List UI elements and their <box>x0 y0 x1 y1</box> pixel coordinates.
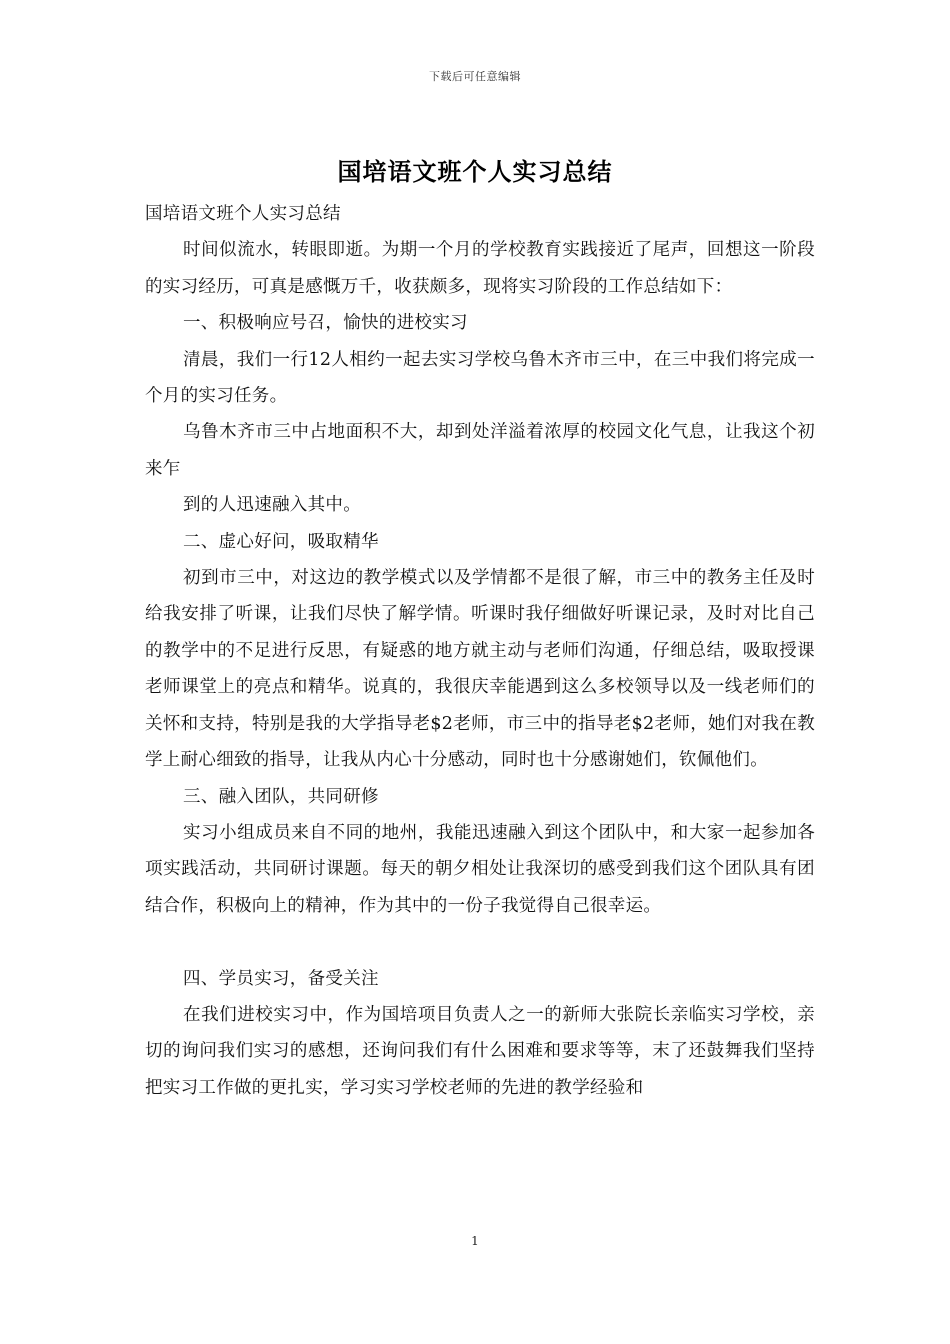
section-heading-3: 三、融入团队，共同研修 <box>183 786 379 807</box>
blank-line <box>145 924 815 960</box>
paragraph: 实习小组成员来自不同的地州，我能迅速融入到这个团队中，和大家一起参加各项实践活动，共同研讨课题。每天的朝夕相处让我深切的感受到我们这个团队具有团结合作，积极向上的精神，作为其中的一份子我觉得自己很幸运。 <box>145 822 815 916</box>
page-number: 1 <box>471 1234 479 1248</box>
paragraph: 初到市三中，对这边的教学模式以及学情都不是很了解，市三中的教务主任及时给我安排了听课，让我们尽快了解学情。听课时我仔细做好听课记录，及时对比自己的教学中的不足进行反思，有疑惑的地方就主动与老师们沟通，仔细总结，吸取授课老师课堂上的亮点和精华。说真的，我很庆幸能遇到这么多校领导以及一线老师们的关怀和支持，特别是我的大学指导老$2老师，市三中的指导老$2老师，她们对我在教学上耐心细致的指导，让我从内心十分感动，同时也十分感谢她们，钦佩他们。 <box>145 568 815 771</box>
document-subtitle: 国培语文班个人实习总结 <box>145 204 341 224</box>
document-body <box>145 196 815 1106</box>
paragraph: 乌鲁木齐市三中占地面积不大，却到处洋溢着浓厚的校园文化气息，让我这个初来乍 <box>145 422 815 479</box>
page-header-note: 下载后可任意编辑 <box>429 70 521 83</box>
paragraph-intro: 时间似流水，转眼即逝。为期一个月的学校教育实践接近了尾声，回想这一阶段的实习经历，可真是感慨万千，收获颇多，现将实习阶段的工作总结如下： <box>145 240 815 297</box>
paragraph: 清晨，我们一行12人相约一起去实习学校乌鲁木齐市三中，在三中我们将完成一个月的实习任务。 <box>145 349 815 407</box>
section-heading-2: 二、虚心好问，吸取精华 <box>183 531 379 552</box>
paragraph: 到的人迅速融入其中。 <box>183 495 361 516</box>
document-title: 国培语文班个人实习总结 <box>337 157 613 186</box>
paragraph: 在我们进校实习中，作为国培项目负责人之一的新师大张院长亲临实习学校，亲切的询问我们实习的感想，还询问我们有什么困难和要求等等，末了还鼓舞我们坚持把实习工作做的更扎实，学习实习学校老师的先进的教学经验和 <box>145 1004 815 1098</box>
section-heading-1: 一、积极响应号召，愉快的进校实习 <box>183 313 468 334</box>
section-heading-4: 四、学员实习，备受关注 <box>183 968 379 989</box>
